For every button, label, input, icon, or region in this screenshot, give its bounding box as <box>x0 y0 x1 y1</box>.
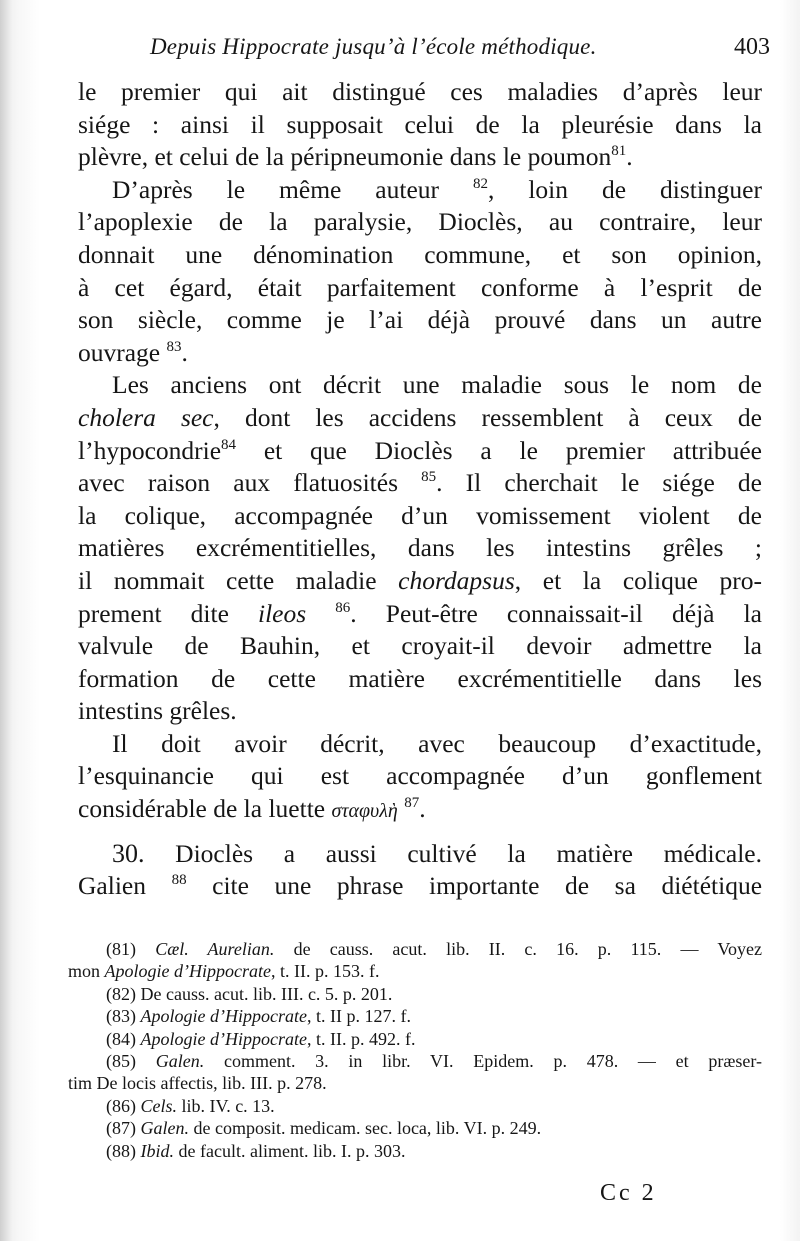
note-ref[interactable]: 82 <box>473 175 488 192</box>
text-line: formation de cette matière excrémentitielle dans les <box>78 663 762 693</box>
footnote: (87) Galen. de composit. medicam. sec. loca, lib. VI. p. 249. <box>106 1118 542 1139</box>
italic-term: ileos <box>258 598 307 628</box>
text-line: l’apoplexie de la paralysie, Dioclès, au contraire, leur <box>78 207 762 237</box>
text-line: plèvre, et celui de la péripneumonie dans le poumon$^{81}$. <box>78 142 633 172</box>
text-line: à cet égard, était parfaitement conforme à l’esprit de <box>78 272 762 302</box>
footnote-continuation: mon Apologie d’Hippocrate, t. II. p. 153. f. <box>68 961 380 982</box>
text-line: prement dite ileos $^{86}$. Peut-être connaissait-il déjà la <box>78 598 762 628</box>
text-line: 30. Dioclès a aussi cultivé la matière médicale. <box>112 838 762 868</box>
text-line: l’esquinancie qui est accompagnée d’un gonflement <box>78 761 762 791</box>
text-line: siége : ainsi il supposait celui de la pleurésie dans la <box>78 109 762 139</box>
note-ref[interactable]: 84 <box>221 436 237 453</box>
footnote: (83) Apologie d’Hippocrate, t. II p. 127. f. <box>106 1006 411 1027</box>
section-gap <box>78 826 762 838</box>
text-line: le premier qui ait distingué ces maladies d’après leur <box>78 77 762 106</box>
note-ref[interactable]: 87 <box>404 795 420 812</box>
text-line: il nommait cette maladie chordapsus, et la colique pro- <box>78 565 762 595</box>
main-text <box>78 76 762 903</box>
note-ref[interactable]: 83 <box>166 338 182 355</box>
text-line: matières excrémentitielles, dans les intestins grêles ; <box>78 533 762 563</box>
running-header <box>150 34 770 70</box>
footnote-continuation: tim De locis affectis, lib. III. p. 278. <box>68 1073 327 1094</box>
text-line: intestins grêles. <box>78 696 237 726</box>
text-line: cholera sec, dont les accidens ressemblent à ceux de <box>78 402 762 432</box>
section-number: 30. <box>112 838 145 868</box>
note-ref[interactable]: 88 <box>171 872 187 889</box>
footnote: (84) Apologie d’Hippocrate, t. II. p. 492. f. <box>106 1028 416 1049</box>
footnote: (88) Ibid. de facult. aliment. lib. I. p. 303. <box>106 1140 406 1161</box>
footnote: (86) Cels. lib. IV. c. 13. <box>106 1095 275 1116</box>
page-number: 403 <box>734 34 770 60</box>
text-line: D’après le même auteur $^{82}$, loin de distinguer <box>112 174 762 204</box>
printer-signature-mark: Cc 2 <box>600 1180 657 1206</box>
greek-word: σταφυλὴ <box>331 800 398 823</box>
text-line: Les anciens ont décrit une maladie sous le nom de <box>112 370 762 400</box>
footnotes <box>68 938 763 1162</box>
text-line: donnait une dénomination commune, et son opinion, <box>78 239 762 269</box>
note-ref[interactable]: 85 <box>421 469 437 486</box>
footnote: (82) De causs. acut. lib. III. c. 5. p. 201. <box>106 983 393 1004</box>
text-line: valvule de Bauhin, et croyait-il devoir admettre la <box>78 631 762 661</box>
italic-term: chordapsus <box>398 565 515 595</box>
text-line: Galien $^{88}$ cite une phrase importante de sa diététique <box>78 871 763 901</box>
text-line: avec raison aux flatuosités $^{85}$. Il cherchait le siége de <box>78 468 762 498</box>
note-ref[interactable]: 86 <box>335 599 351 616</box>
footnote: (85) Galen. comment. 3. in libr. VI. Epidem. p. 478. — et præser- <box>106 1050 762 1071</box>
note-ref[interactable]: 81 <box>611 143 627 160</box>
text-line: Il doit avoir décrit, avec beaucoup d’exactitude, <box>112 728 762 758</box>
page-gutter-shadow <box>0 0 12 1241</box>
text-line: l’hypocondrie$^{84}$ et que Dioclès a le premier attribuée <box>78 435 762 465</box>
footnote: (81) Cæl. Aurelian. de causs. acut. lib. II. c. 16. p. 115. — Voyez <box>106 939 763 959</box>
text-line: son siècle, comme je l’ai déjà prouvé dans un autre <box>78 305 762 335</box>
running-title: Depuis Hippocrate jusqu’à l’école méthodique. <box>150 34 597 59</box>
text-line: ouvrage $^{83}$. <box>78 337 188 367</box>
italic-term: cholera sec <box>78 402 214 432</box>
text-line: considérable de la luette σταφυλὴ $^{87}$. <box>78 794 426 824</box>
text-line: la colique, accompagnée d’un vomissement violent de <box>78 500 762 530</box>
